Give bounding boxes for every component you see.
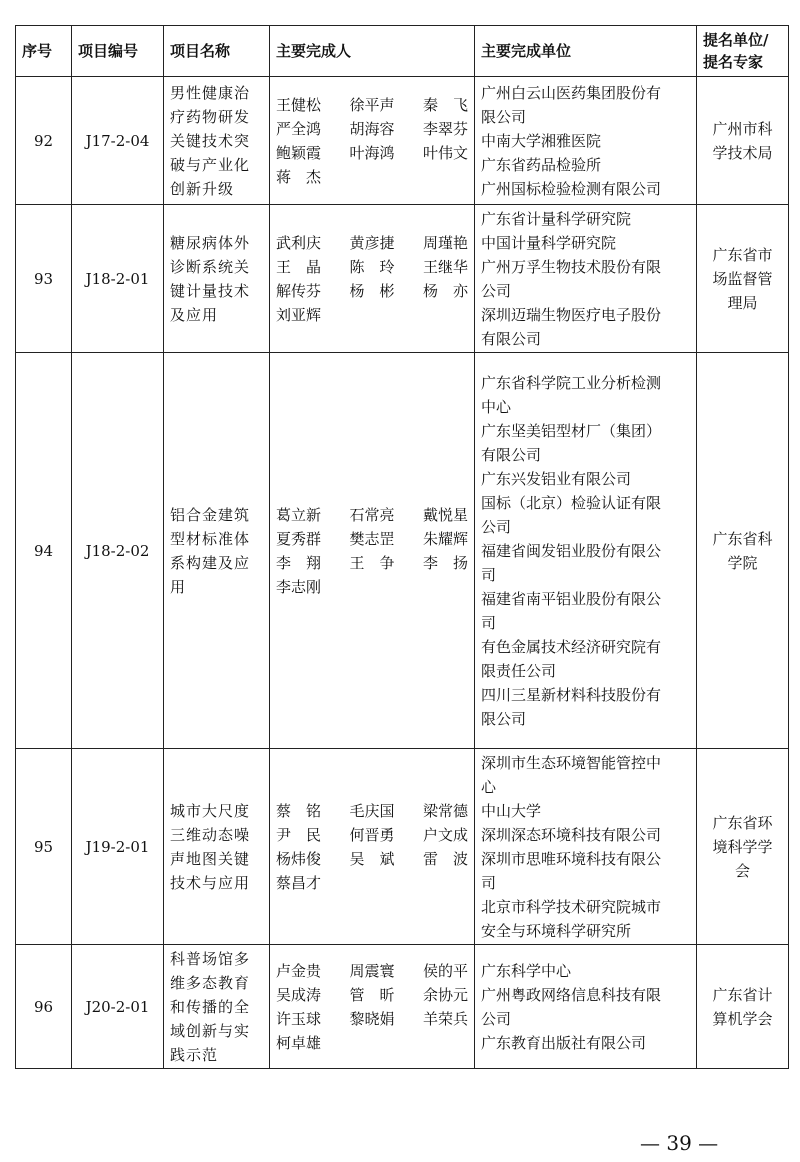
title-line: 键计量技术	[170, 281, 251, 300]
unit-line: 限责任公司	[481, 661, 557, 680]
person-name: 李志刚	[276, 577, 322, 596]
cell-seq: 96	[16, 945, 72, 1069]
unit-line: 心	[481, 777, 497, 796]
person-name: 周震寰	[349, 961, 395, 980]
person-name: 余协元	[422, 985, 468, 1004]
person-name: 秦 飞	[422, 95, 468, 114]
person-name: 李 翔	[276, 553, 322, 572]
title-line: 技术与应用	[170, 873, 251, 892]
page-number: — 39 —	[640, 1131, 719, 1155]
person-name: 黎晓娟	[349, 1009, 395, 1028]
persons-line	[276, 1031, 468, 1055]
unit-line: 广州白云山医药集团股份有	[481, 83, 662, 102]
cell-nominator	[697, 353, 789, 749]
cell-nominator	[697, 205, 789, 353]
unit-line: 广州粤政网络信息科技有限	[481, 985, 662, 1004]
person-name: 黄彦捷	[349, 233, 395, 252]
cell-persons	[270, 945, 475, 1069]
person-name: 王继华	[422, 257, 468, 276]
table-row	[16, 353, 789, 749]
persons-line	[276, 527, 468, 551]
cell-seq: 93	[16, 205, 72, 353]
title-line: 城市大尺度	[170, 801, 251, 820]
unit-line: 中国计量科学研究院	[481, 233, 617, 252]
unit-line: 广东教育出版社有限公司	[481, 1033, 647, 1052]
title-line: 男性健康治	[170, 83, 251, 102]
unit-line: 有限公司	[481, 329, 542, 348]
unit-line: 广州国标检验检测有限公司	[481, 179, 662, 198]
table-header-row	[16, 26, 789, 77]
persons-line	[276, 279, 468, 303]
persons-line	[276, 823, 468, 847]
person-name: 蒋 杰	[276, 167, 322, 186]
header-nominator-line2: 提名专家	[703, 53, 764, 71]
table-row	[16, 205, 789, 353]
title-line: 及应用	[170, 305, 219, 324]
person-name: 卢金贵	[276, 961, 322, 980]
nominator-line: 广东省市	[712, 245, 773, 264]
person-name: 樊志罡	[349, 529, 395, 548]
unit-line: 中山大学	[481, 801, 542, 820]
persons-line	[276, 551, 468, 575]
title-line: 用	[170, 577, 187, 596]
person-name: 羊荣兵	[422, 1009, 468, 1028]
header-nominator-line1: 提名单位/	[703, 31, 769, 49]
person-name: 严全鸿	[276, 119, 322, 138]
person-name: 朱耀辉	[422, 529, 468, 548]
table-row	[16, 945, 789, 1069]
persons-line	[276, 1007, 468, 1031]
title-line: 型材标准体	[170, 529, 251, 548]
nominator-line: 广东省计	[712, 985, 773, 1004]
persons-line	[276, 255, 468, 279]
persons-line	[276, 303, 468, 327]
cell-units	[475, 205, 697, 353]
unit-line: 司	[481, 613, 497, 632]
title-line: 诊断系统关	[170, 257, 251, 276]
cell-title	[164, 749, 270, 945]
cell-persons	[270, 749, 475, 945]
table-row	[16, 77, 789, 205]
title-line: 铝合金建筑	[170, 505, 251, 524]
title-line: 三维动态噪	[170, 825, 251, 844]
person-name: 胡海容	[349, 119, 395, 138]
unit-line: 深圳市生态环境智能管控中	[481, 753, 662, 772]
cell-nominator	[697, 945, 789, 1069]
unit-line: 限公司	[481, 709, 527, 728]
persons-line	[276, 117, 468, 141]
unit-line: 广东兴发铝业有限公司	[481, 469, 632, 488]
persons-line	[276, 871, 468, 895]
unit-line: 公司	[481, 281, 512, 300]
unit-line: 福建省南平铝业股份有限公	[481, 589, 662, 608]
awards-table	[15, 25, 789, 1069]
person-name: 杨炜俊	[276, 849, 322, 868]
unit-line: 广州万孚生物技术股份有限	[481, 257, 662, 276]
title-line: 科普场馆多	[170, 949, 251, 968]
cell-code: J19-2-01	[72, 749, 164, 945]
header-persons: 主要完成人	[270, 26, 475, 77]
persons-line	[276, 575, 468, 599]
header-seq: 序号	[16, 26, 72, 77]
cell-nominator	[697, 77, 789, 205]
person-name: 王 晶	[276, 257, 322, 276]
header-units: 主要完成单位	[475, 26, 697, 77]
cell-units	[475, 353, 697, 749]
person-name: 李翠芬	[422, 119, 468, 138]
person-name: 许玉球	[276, 1009, 322, 1028]
cell-persons	[270, 77, 475, 205]
title-line: 破与产业化	[170, 155, 251, 174]
person-name: 吴成涛	[276, 985, 322, 1004]
unit-line: 中南大学湘雅医院	[481, 131, 602, 150]
title-line: 创新升级	[170, 179, 235, 198]
person-name: 蔡昌才	[276, 873, 322, 892]
person-name: 侯的平	[422, 961, 468, 980]
person-name: 陈 玲	[349, 257, 395, 276]
unit-line: 广东坚美铝型材厂（集团）	[481, 421, 662, 440]
unit-line: 广东科学中心	[481, 961, 572, 980]
person-name: 蔡 铭	[276, 801, 322, 820]
nominator-line: 广东省科	[712, 529, 773, 548]
title-line: 声地图关键	[170, 849, 251, 868]
cell-code: J20-2-01	[72, 945, 164, 1069]
unit-line: 公司	[481, 1009, 512, 1028]
unit-line: 深圳迈瑞生物医疗电子股份	[481, 305, 662, 324]
unit-line: 深圳市思唯环境科技有限公	[481, 849, 662, 868]
person-name: 叶伟文	[422, 143, 468, 162]
persons-line	[276, 847, 468, 871]
person-name: 夏秀群	[276, 529, 322, 548]
person-name: 雷 波	[422, 849, 468, 868]
header-title: 项目名称	[164, 26, 270, 77]
cell-code: J18-2-01	[72, 205, 164, 353]
persons-line	[276, 141, 468, 165]
person-name: 叶海鸿	[349, 143, 395, 162]
person-name: 何晋勇	[349, 825, 395, 844]
person-name: 周瑾艳	[422, 233, 468, 252]
title-line: 系构建及应	[170, 553, 251, 572]
header-code: 项目编号	[72, 26, 164, 77]
person-name: 王 争	[349, 553, 395, 572]
person-name: 鲍颖霞	[276, 143, 322, 162]
cell-code: J18-2-02	[72, 353, 164, 749]
person-name: 解传芬	[276, 281, 322, 300]
table-row	[16, 749, 789, 945]
person-name: 管 昕	[349, 985, 395, 1004]
unit-line: 四川三星新材料科技股份有	[481, 685, 662, 704]
person-name: 吴 斌	[349, 849, 395, 868]
unit-line: 国标（北京）检验认证有限	[481, 493, 662, 512]
unit-line: 福建省闽发铝业股份有限公	[481, 541, 662, 560]
nominator-line: 广州市科	[712, 119, 773, 138]
person-name: 尹 民	[276, 825, 322, 844]
cell-title	[164, 77, 270, 205]
person-name: 徐平声	[349, 95, 395, 114]
nominator-line: 场监督管	[712, 269, 773, 288]
unit-line: 深圳深态环境科技有限公司	[481, 825, 662, 844]
person-name: 杨 亦	[422, 281, 468, 300]
cell-units	[475, 749, 697, 945]
persons-line	[276, 959, 468, 983]
title-line: 践示范	[170, 1045, 219, 1064]
person-name: 刘亚辉	[276, 305, 322, 324]
title-line: 域创新与实	[170, 1021, 251, 1040]
cell-persons	[270, 353, 475, 749]
nominator-line: 学技术局	[712, 143, 773, 162]
cell-units	[475, 945, 697, 1069]
person-name: 梁常德	[422, 801, 468, 820]
persons-line	[276, 165, 468, 189]
unit-line: 限公司	[481, 107, 527, 126]
title-line: 和传播的全	[170, 997, 251, 1016]
unit-line: 司	[481, 565, 497, 584]
cell-title	[164, 945, 270, 1069]
unit-line: 广东省计量科学研究院	[481, 209, 632, 228]
unit-line: 中心	[481, 397, 512, 416]
person-name: 杨 彬	[349, 281, 395, 300]
person-name: 武利庆	[276, 233, 322, 252]
person-name: 李 扬	[422, 553, 468, 572]
title-line: 维多态教育	[170, 973, 251, 992]
person-name: 户文成	[422, 825, 468, 844]
cell-persons	[270, 205, 475, 353]
cell-title	[164, 205, 270, 353]
persons-line	[276, 799, 468, 823]
unit-line: 广东省科学院工业分析检测	[481, 373, 662, 392]
person-name: 王健松	[276, 95, 322, 114]
cell-title	[164, 353, 270, 749]
nominator-line: 广东省环	[712, 813, 773, 832]
person-name: 毛庆国	[349, 801, 395, 820]
cell-nominator	[697, 749, 789, 945]
unit-line: 广东省药品检验所	[481, 155, 602, 174]
person-name: 石常亮	[349, 505, 395, 524]
person-name: 葛立新	[276, 505, 322, 524]
nominator-line: 会	[734, 861, 750, 880]
nominator-line: 算机学会	[712, 1009, 773, 1028]
cell-seq: 95	[16, 749, 72, 945]
title-line: 糖尿病体外	[170, 233, 251, 252]
title-line: 关键技术突	[170, 131, 251, 150]
unit-line: 公司	[481, 517, 512, 536]
persons-line	[276, 93, 468, 117]
cell-code: J17-2-04	[72, 77, 164, 205]
persons-line	[276, 983, 468, 1007]
unit-line: 司	[481, 873, 497, 892]
person-name: 柯卓雄	[276, 1033, 322, 1052]
title-line: 疗药物研发	[170, 107, 251, 126]
cell-units	[475, 77, 697, 205]
unit-line: 安全与环境科学研究所	[481, 921, 632, 940]
cell-seq: 94	[16, 353, 72, 749]
unit-line: 北京市科学技术研究院城市	[481, 897, 662, 916]
persons-line	[276, 231, 468, 255]
unit-line: 有色金属技术经济研究院有	[481, 637, 662, 656]
nominator-line: 学院	[727, 553, 758, 572]
cell-seq: 92	[16, 77, 72, 205]
persons-line	[276, 503, 468, 527]
header-nominator	[697, 26, 789, 77]
person-name: 戴悦星	[422, 505, 468, 524]
nominator-line: 境科学学	[712, 837, 773, 856]
nominator-line: 理局	[727, 293, 758, 312]
unit-line: 有限公司	[481, 445, 542, 464]
